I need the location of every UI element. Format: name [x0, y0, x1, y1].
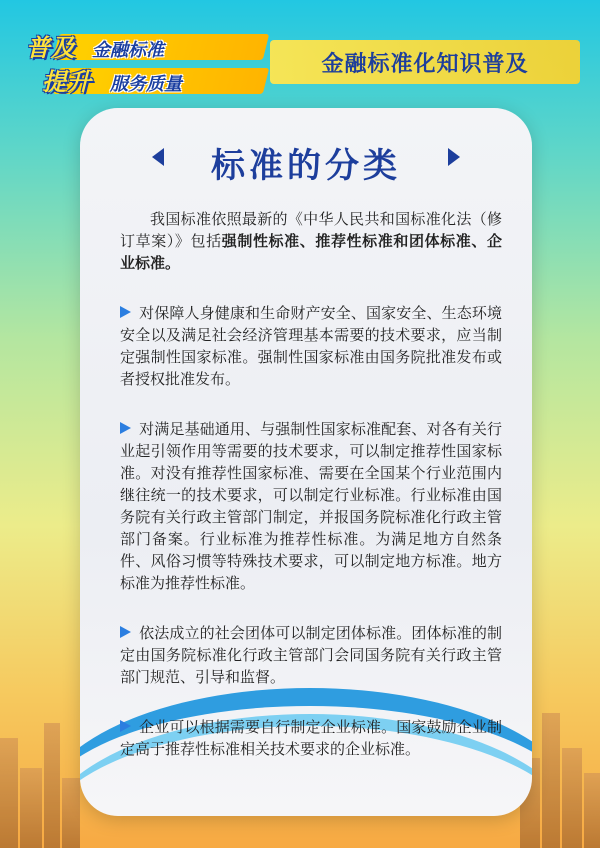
- arrow-bullet-icon: [120, 422, 131, 434]
- list-item-text: 依法成立的社会团体可以制定团体标准。团体标准的制定由国务院标准化行政主管部门会同国务院有关行政主管部门规范、引导和监督。: [120, 624, 502, 686]
- campaign-logo: [26, 22, 266, 102]
- content-card: [80, 108, 532, 816]
- list-item-text: 企业可以根据需要自行制定企业标准。国家鼓励企业制定高于推荐性标准相关技术要求的企业标准。: [120, 718, 502, 758]
- logo-text-tisheng: 提升: [42, 68, 92, 96]
- logo-text-puji: 普及: [26, 34, 76, 62]
- intro-bold-text: 强制性标准、推荐性标准和团体标准、企业标准。: [120, 232, 502, 272]
- intro-paragraph: [120, 208, 502, 274]
- title-right-arrow-icon: [448, 148, 460, 166]
- list-item-text: 对满足基础通用、与强制性国家标准配套、对各有关行业起引领作用等需要的技术要求，可以制定推荐性国家标准。对没有推荐性国家标准、需要在全国某个行业范围内继往统一的技术要求，可以制定行业标准。行业标准由国务院有关行政主管部门制定，并报国务院标准化行政主管部门备案。行业标准为推荐性标准。为满足地方自然条件、风俗习惯等特殊技术要求，可以制定地方标准。地方标准为推荐性标准。: [120, 420, 502, 592]
- article-body: [120, 208, 502, 788]
- intro-text: 我国标准依照最新的《中华人民共和国标准化法（修订草案）》包括: [120, 210, 502, 250]
- city-skyline-left: [0, 708, 80, 848]
- arrow-bullet-icon: [120, 306, 131, 318]
- list-item: [120, 622, 502, 688]
- section-title: 标准的分类: [211, 146, 401, 186]
- arrow-bullet-icon: [120, 720, 131, 732]
- page-title: 金融标准化知识普及: [270, 40, 580, 84]
- list-item: [120, 418, 502, 594]
- logo-text-finance-standard: 金融标准: [92, 40, 164, 61]
- list-item: [120, 716, 502, 760]
- list-item-text: 对保障人身健康和生命财产安全、国家安全、生态环境安全以及满足社会经济管理基本需要的技术要求，应当制定强制性国家标准。强制性国家标准由国务院批准发布或者授权批准发布。: [120, 304, 502, 388]
- arrow-bullet-icon: [120, 626, 131, 638]
- city-skyline-right: [520, 708, 600, 848]
- list-item: [120, 302, 502, 390]
- logo-text-service-quality: 服务质量: [110, 74, 182, 95]
